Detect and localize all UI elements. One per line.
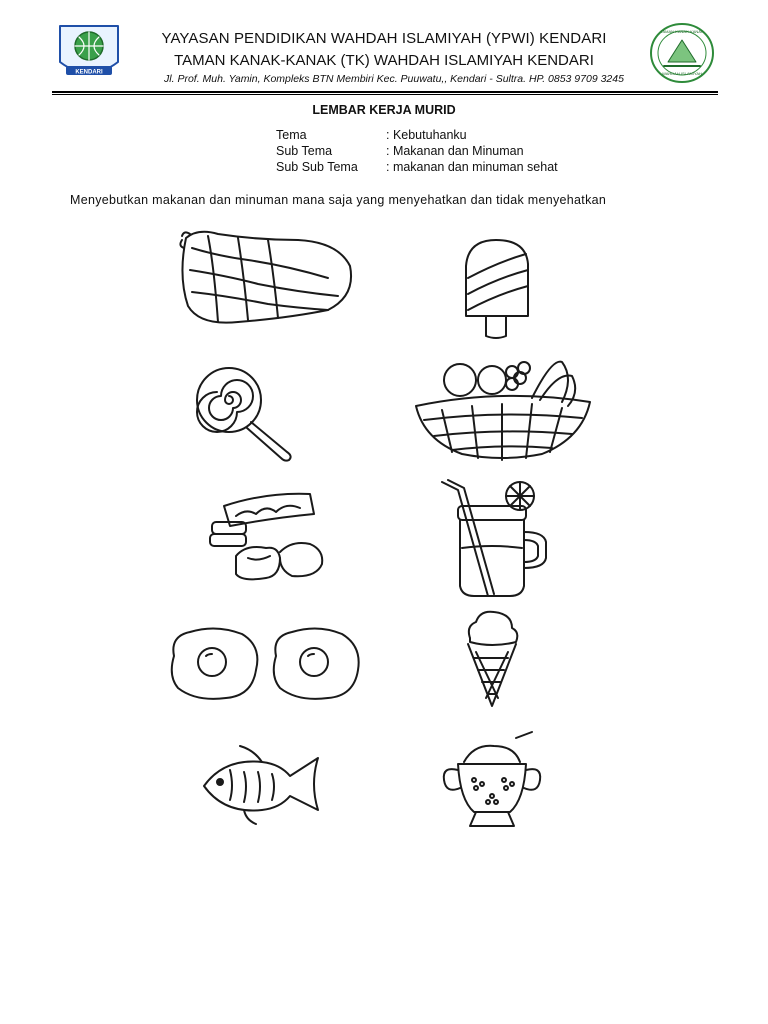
meta-label: Sub Tema <box>276 144 333 158</box>
lollipop-icon <box>193 364 297 460</box>
right-logo-text: TAMAN KANAK-KANAK <box>660 29 704 34</box>
school-name: TAMAN KANAK-KANAK (TK) WAHDAH ISLAMIYAH KENDARI <box>174 52 594 69</box>
juice-jar-icon <box>438 478 550 600</box>
sheet-meta <box>276 127 558 175</box>
fruit-basket-icon <box>412 358 594 462</box>
school-address: Jl. Prof. Muh. Yamin, Kompleks BTN Membiri Kec. Puuwatu,, Kendari - Sultra. HP. 0853 9709 3245 <box>164 73 624 85</box>
instruction-text: Menyebutkan makanan dan minuman mana saja yang menyehatkan dan tidak menyehatkan <box>70 193 607 207</box>
foundation-name: YAYASAN PENDIDIKAN WAHDAH ISLAMIYAH (YPWI) KENDARI <box>161 30 607 47</box>
right-logo-subtext: WAHDAH ISLAMIYAH <box>662 71 702 76</box>
left-logo-text: KENDARI <box>75 69 103 76</box>
sugar-bowl-icon <box>440 734 544 830</box>
school-logo-right-icon <box>648 22 716 84</box>
meta-value: : makanan dan minuman sehat <box>386 160 558 174</box>
ice-cream-cone-icon <box>462 608 522 710</box>
meta-value: : Kebutuhanku <box>386 128 467 142</box>
sheet-title: LEMBAR KERJA MURID <box>312 103 456 117</box>
fish-icon <box>200 744 324 826</box>
cabbage-icon <box>178 226 358 330</box>
meta-row-subtheme <box>276 143 558 159</box>
bread-cake-icon <box>206 486 328 586</box>
header-rule-thick <box>52 91 718 93</box>
header-rule-thin <box>52 94 718 95</box>
popsicle-icon <box>458 236 536 342</box>
meta-row-subsubtheme <box>276 159 558 175</box>
meta-label: Sub Sub Tema <box>276 160 358 174</box>
meta-value: : Makanan dan Minuman <box>386 144 524 158</box>
meta-row-theme <box>276 127 558 143</box>
fried-eggs-icon <box>166 626 366 702</box>
meta-label: Tema <box>276 128 307 142</box>
